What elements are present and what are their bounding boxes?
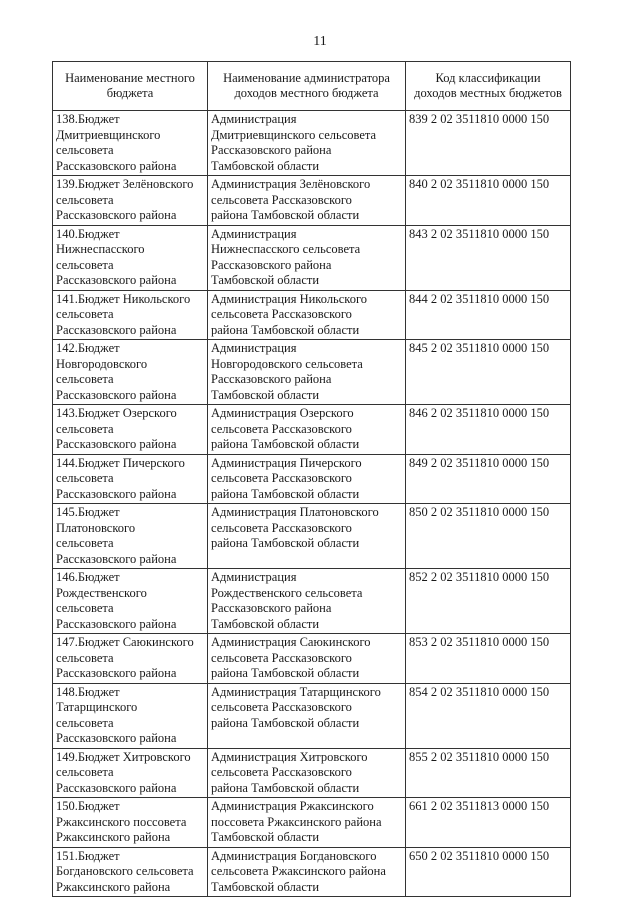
cell-classification-code: 852 2 02 3511810 0000 150: [406, 569, 571, 634]
table-row: [53, 798, 571, 848]
cell-classification-code: 850 2 02 3511810 0000 150: [406, 504, 571, 569]
cell-classification-code: 855 2 02 3511810 0000 150: [406, 748, 571, 798]
budget-table: [52, 61, 571, 897]
page-number: 11: [313, 34, 327, 49]
cell-budget-name: 138.Бюджет Дмитриевщинского сельсовета Рассказовского района: [53, 111, 208, 176]
cell-administrator-name: Администрация Пичерского сельсовета Рассказовского района Тамбовской области: [208, 454, 406, 504]
table-row: [53, 340, 571, 405]
cell-budget-name: 150.Бюджет Ржаксинского поссовета Ржаксинского района: [53, 798, 208, 848]
table-row: [53, 176, 571, 226]
cell-classification-code: 840 2 02 3511810 0000 150: [406, 176, 571, 226]
cell-administrator-name: Администрация Новгородовского сельсовета Рассказовского района Тамбовской области: [208, 340, 406, 405]
cell-classification-code: 839 2 02 3511810 0000 150: [406, 111, 571, 176]
cell-budget-name: 147.Бюджет Саюкинского сельсовета Рассказовского района: [53, 634, 208, 684]
cell-budget-name: 145.Бюджет Платоновского сельсовета Рассказовского района: [53, 504, 208, 569]
cell-administrator-name: Администрация Саюкинского сельсовета Рассказовского района Тамбовской области: [208, 634, 406, 684]
cell-budget-name: 144.Бюджет Пичерского сельсовета Рассказовского района: [53, 454, 208, 504]
table-row: [53, 847, 571, 897]
cell-classification-code: 854 2 02 3511810 0000 150: [406, 683, 571, 748]
table-row: [53, 225, 571, 290]
table-row: [53, 290, 571, 340]
cell-administrator-name: Администрация Дмитриевщинского сельсовета Рассказовского района Тамбовской области: [208, 111, 406, 176]
cell-budget-name: 146.Бюджет Рождественского сельсовета Рассказовского района: [53, 569, 208, 634]
cell-budget-name: 148.Бюджет Татарщинского сельсовета Рассказовского района: [53, 683, 208, 748]
cell-administrator-name: Администрация Богдановского сельсовета Ржаксинского района Тамбовской области: [208, 847, 406, 897]
cell-budget-name: 139.Бюджет Зелёновского сельсовета Рассказовского района: [53, 176, 208, 226]
header-administrator-name: Наименование администратора доходов местного бюджета: [208, 62, 406, 111]
cell-administrator-name: Администрация Хитровского сельсовета Рассказовского района Тамбовской области: [208, 748, 406, 798]
cell-budget-name: 142.Бюджет Новгородовского сельсовета Рассказовского района: [53, 340, 208, 405]
cell-budget-name: 151.Бюджет Богдановского сельсовета Ржаксинского района: [53, 847, 208, 897]
cell-classification-code: 843 2 02 3511810 0000 150: [406, 225, 571, 290]
table-row: [53, 569, 571, 634]
table-row: [53, 634, 571, 684]
cell-budget-name: 143.Бюджет Озерского сельсовета Рассказовского района: [53, 405, 208, 455]
table-row: [53, 454, 571, 504]
cell-classification-code: 650 2 02 3511810 0000 150: [406, 847, 571, 897]
cell-administrator-name: Администрация Платоновского сельсовета Рассказовского района Тамбовской области: [208, 504, 406, 569]
cell-classification-code: 853 2 02 3511810 0000 150: [406, 634, 571, 684]
cell-classification-code: 846 2 02 3511810 0000 150: [406, 405, 571, 455]
table-header-row: [53, 62, 571, 111]
cell-administrator-name: Администрация Зелёновского сельсовета Рассказовского района Тамбовской области: [208, 176, 406, 226]
table-row: [53, 683, 571, 748]
cell-administrator-name: Администрация Никольского сельсовета Рассказовского района Тамбовской области: [208, 290, 406, 340]
header-classification-code: Код классификации доходов местных бюджетов: [406, 62, 571, 111]
cell-budget-name: 149.Бюджет Хитровского сельсовета Рассказовского района: [53, 748, 208, 798]
cell-administrator-name: Администрация Ржаксинского поссовета Ржаксинского района Тамбовской области: [208, 798, 406, 848]
cell-classification-code: 845 2 02 3511810 0000 150: [406, 340, 571, 405]
table-row: [53, 111, 571, 176]
cell-budget-name: 141.Бюджет Никольского сельсовета Рассказовского района: [53, 290, 208, 340]
cell-classification-code: 844 2 02 3511810 0000 150: [406, 290, 571, 340]
cell-administrator-name: Администрация Рождественского сельсовета Рассказовского района Тамбовской области: [208, 569, 406, 634]
cell-administrator-name: Администрация Татарщинского сельсовета Рассказовского района Тамбовской области: [208, 683, 406, 748]
table-row: [53, 405, 571, 455]
cell-classification-code: 661 2 02 3511813 0000 150: [406, 798, 571, 848]
cell-administrator-name: Администрация Нижнеспасского сельсовета Рассказовского района Тамбовской области: [208, 225, 406, 290]
cell-classification-code: 849 2 02 3511810 0000 150: [406, 454, 571, 504]
table-row: [53, 504, 571, 569]
table-body: [53, 111, 571, 897]
cell-administrator-name: Администрация Озерского сельсовета Рассказовского района Тамбовской области: [208, 405, 406, 455]
header-budget-name: Наименование местного бюджета: [53, 62, 208, 111]
cell-budget-name: 140.Бюджет Нижнеспасского сельсовета Рассказовского района: [53, 225, 208, 290]
table-row: [53, 748, 571, 798]
